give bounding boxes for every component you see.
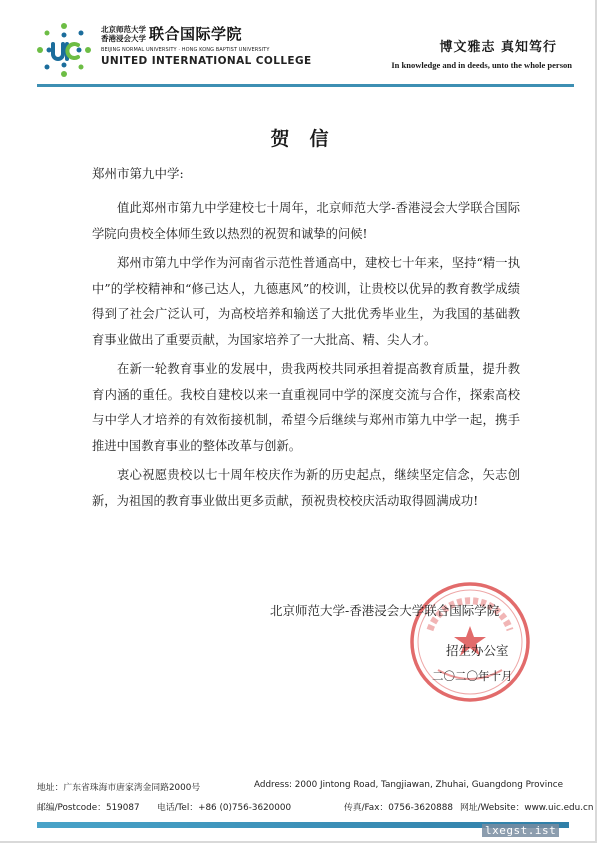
footer (37, 780, 594, 820)
header-rule (37, 84, 574, 87)
logo-en-big: UNITED INTERNATIONAL COLLEGE (101, 55, 312, 67)
footer-address-cn: 地址：广东省珠海市唐家湾金同路2000号 (37, 783, 201, 793)
office-name: 招生办公室 (446, 643, 509, 658)
letter-title: 贺信 (270, 128, 349, 150)
signature: 北京师范大学-香港浸会大学联合国际学院 (270, 603, 500, 618)
paragraph: 值此郑州市第九中学建校七十周年，北京师范大学-香港浸会大学联合国际学院向贵校全体师生致以热烈的祝贺和诚挚的问候! (92, 201, 520, 241)
paragraph: 在新一轮教育事业的发展中，贵我两校共同承担着提高教育质量，提升教育内涵的重任。我校自建校以来一直重视同中学的深度交流与合作，探索高校与中学人才培养的有效衔接机制，希望今后继续与郑州市第九中学一起，携手推进中国教育事业的整体改革与创新。 (92, 362, 520, 453)
paragraph: 衷心祝愿贵校以七十周年校庆作为新的历史起点，继续坚定信念，矢志创新，为祖国的教育事业做出更多贡献，预祝贵校校庆活动取得圆满成功! (92, 468, 520, 508)
logo-en-small: BEIJING NORMAL UNIVERSITY · HONG KONG BAPTIST UNIVERSITY (101, 47, 270, 53)
logo-cn-small: 北京师范大学 香港浸会大学 (101, 25, 146, 43)
footer-fax: 传真/Fax：0756-3620888 (344, 803, 453, 813)
footer-website[interactable]: 网址/Website：www.uic.edu.cn (460, 803, 594, 813)
logo-cn-big: 联合国际学院 (149, 24, 243, 43)
motto-cn: 博文雅志 真知笃行 (439, 40, 557, 55)
salutation: 郑州市第九中学: (92, 166, 184, 181)
motto-en: In knowledge and in deeds, unto the whole person (391, 60, 572, 70)
footer-tel: 电话/Tel：+86 (0)756-3620000 (157, 803, 292, 813)
letter-date: 二〇二〇年十月 (432, 669, 513, 683)
uic-logo-icon (36, 22, 92, 78)
footer-address-en: Address: 2000 Jintong Road, Tangjiawan, Zhuhai, Guangdong Province (254, 780, 564, 790)
letter-body (92, 196, 520, 518)
footer-postcode: 邮编/Postcode：519087 (37, 803, 140, 813)
logo-text-block (101, 25, 312, 67)
watermark: lxegst.ist (482, 824, 559, 837)
paragraph: 郑州市第九中学作为河南省示范性普通高中，建校七十年来，坚持“精一执中”的学校精神和“修己达人，九德惠风”的校训，让贵校以优异的教育教学成绩得到了社会广泛认可，为高校培养和输送了大批优秀毕业生，为我国的基础教育事业做出了重要贡献，为国家培养了一大批高、精、尖人才。 (92, 256, 520, 347)
